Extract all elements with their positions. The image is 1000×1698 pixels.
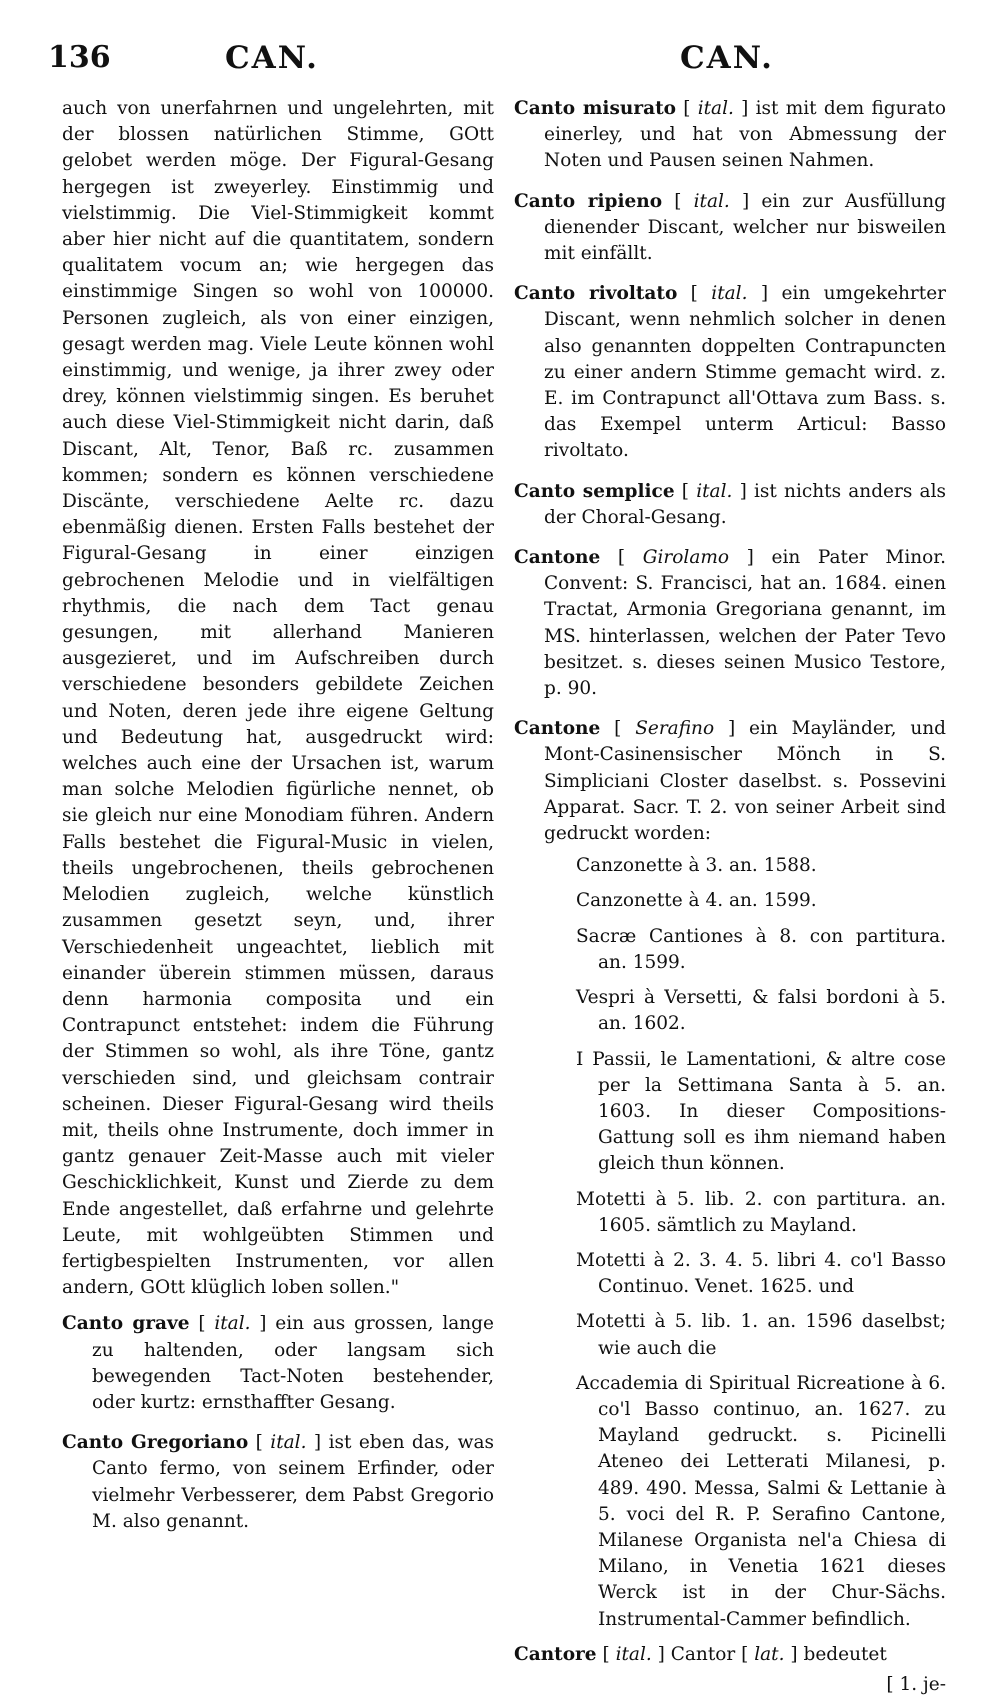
entry-body: ein umgekehrter Discant, wenn nehmlich solcher in denen also genannten doppelten Contrapuncten zu einer andern Stimme gemacht wird. z. E. im Contrapunct all'Ottava zum Bass. s. das Exempel unterm Articul: Basso rivoltato. [544,283,947,462]
headword: Canto Gregoriano [62,1432,249,1454]
entry-canto-rivoltato: Canto rivoltato [ ital. ] ein umgekehrter Discant, wenn nehmlich solcher in denen also genannten doppelten Contrapuncten zu einer andern Stimme gemacht wird. z. E. im Contrapunct all'Ottava zum Bass. s. das Exempel unterm Articul: Basso rivoltato. [514,283,947,462]
entry-body: bedeutet [803,1643,887,1665]
headword: Canto misurato [514,98,676,119]
work-item: Canzonette à 4. an. 1599. [576,890,817,912]
work-item: Accademia di Spiritual Ricreatione à 6. co'l Basso continuo, an. 1627. zu Mayland gedruckt. s. Picinelli Ateneo dei Letterati Milanesi, p. 489. 490. Messa, Salmi & Lettanie à 5. voci del R. P. Serafino Cantone, Milanese Organista nel'a Chiesa di Milano, in Venetia 1621 dieses Werck ist in der Chur-Sächs. Instrumental-Cammer befindlich. [576,1372,946,1630]
entry-body: ist eben das, was Canto fermo, von seinem Erfinder, oder vielmehr Verbesserer, dem Pabst Gregorio M. also genannt. [92,1432,494,1532]
headword: Cantone [514,718,601,740]
headword: Canto semplice [514,480,675,502]
language-tag: ital. [214,1313,251,1335]
entry-canto-gregoriano: Canto Gregoriano [ ital. ] ist eben das, was Canto fermo, von seinem Erfinder, oder vielmehr Verbesserer, dem Pabst Gregorio M. also genannt. [62,1432,494,1532]
entry-canto-semplice: Canto semplice [ ital. ] ist nichts anders als der Choral-Gesang. [514,480,946,528]
language-tag: ital. [697,98,734,119]
entry-cantore: Cantore [ ital. ] Cantor [ lat. ] bedeutet [514,1643,887,1665]
entry-body: ein zur Ausfüllung dienender Discant, welcher nur bisweilen mit einfällt. [544,190,946,265]
work-item: Canzonette à 3. an. 1588. [576,855,817,877]
work-item: Motetti à 2. 3. 4. 5. libri 4. co'l Basso Continuo. Venet. 1625. und [576,1249,946,1298]
entry-canto-grave: Canto grave [ ital. ] ein aus grossen, lange zu haltenden, oder langsam sich bewegenden Tact-Noten bestehender, oder kurtz: ernsthaffter Gesang. [62,1313,494,1413]
entry-body: ist mit dem figurato einerley, und hat von Abmessung der Noten und Pausen seinen Nahmen. [544,98,946,172]
entry-cantone-girolamo: Cantone [ Girolamo ] ein Pater Minor. Convent: S. Francisci, hat an. 1684. einen Tractat, Armonia Gregoriana genannt, im MS. hinterlassen, welchen der Pater Tevo besitzet. s. dieses seinen Musico Testore, p. 90. [514,547,946,700]
headword: Canto grave [62,1313,190,1335]
language-tag: ital. [711,283,748,305]
headword: Canto rivoltato [514,283,678,305]
language-tag: ital. [696,480,733,502]
catchword: [ 1. je- [886,1673,946,1695]
headword: Cantore [514,1643,597,1665]
running-head-right: CAN. [680,40,774,76]
language-tag: ital. [615,1643,652,1665]
right-column [514,96,946,1698]
page-header [0,40,1000,90]
left-column [62,96,494,1549]
work-item: Vespri à Versetti, & falsi bordoni à 5. an. 1602. [576,987,946,1035]
entry-body: ein Pater Minor. Convent: S. Francisci, hat an. 1684. einen Tractat, Armonia Gregoriana genannt, im MS. hinterlassen, welchen der Pater Tevo besitzet. s. dieses seinen Musico Testore, p. 90. [544,547,946,700]
person-name-tag: Serafino [635,718,715,740]
language-tag: ital. [270,1432,307,1454]
language-tag: lat. [754,1643,785,1665]
headword: Cantone [514,547,601,569]
work-item: Motetti à 5. lib. 1. an. 1596 daselbst; wie auch die [576,1311,946,1359]
entry-canto-misurato: Canto misurato [ ital. ] ist mit dem figurato einerley, und hat von Abmessung der Noten und Pausen seinen Nahmen. [514,98,946,172]
page-number: 136 [48,40,111,75]
entry-body: ein aus grossen, lange zu haltenden, oder langsam sich bewegenden Tact-Noten bestehender, oder kurtz: ernsthaffter Gesang. [92,1313,494,1413]
entry-body: ist nichts anders als der Choral-Gesang. [544,480,946,528]
entry-cantone-serafino: Cantone [ Serafino ] ein Mayländer, und Mont-Casinensischer Mönch in S. Simpliciani Closter daselbst. s. Possevini Apparat. Sacr. T. 2. von seiner Arbeit sind gedruckt worden: [514,718,946,845]
person-name-tag: Girolamo [642,547,730,569]
entry-canto-ripieno: Canto ripieno [ ital. ] ein zur Ausfüllung dienender Discant, welcher nur bisweilen mit einfällt. [514,190,946,265]
running-head-left: CAN. [225,40,319,76]
work-item: I Passii, le Lamentationi, & altre cose per la Settimana Santa à 5. an. 1603. In dieser Compositions-Gattung soll es ihm niemand haben gleich thun können. [576,1048,946,1175]
works-list [576,853,946,1632]
entry-body: ein Mayländer, und Mont-Casinensischer Mönch in S. Simpliciani Closter daselbst. s. Possevini Apparat. Sacr. T. 2. von seiner Arbeit sind gedruckt worden: [544,718,946,845]
language-tag: ital. [693,190,730,212]
headword: Canto ripieno [514,190,663,212]
work-item: Sacræ Cantiones à 8. con partitura. an. 1599. [576,925,946,973]
work-item: Motetti à 5. lib. 2. con partitura. an. 1605. sämtlich zu Mayland. [576,1188,946,1236]
continued-text: auch von unerfahrnen und ungelehrten, mit der blossen natürlichen Stimme, GOtt gelobet werden möge. Der Figural-Gesang hergegen ist zweyerley. Einstimmig und vielstimmig. Die Viel-Stimmigkeit kommt aber hier nicht auf die quantitatem, sondern qualitatem vocum an; wie hergegen das einstimmige Singen so wohl von 100000. Personen zugleich, als von einer einzigen, gesagt werden mag. Viele Leute können wohl einstimmig, und wenige, ja ihrer zwey oder drey, können vielstimmig singen. Es beruhet auch diese Viel-Stimmigkeit nicht darin, daß Discant, Alt, Tenor, Baß rc. zusammen kommen; sondern es können verschiedene Discänte, verschiedene Aelte rc. dazu ebenmäßig dienen. Ersten Falls bestehet der Figural-Gesang in einer einzigen gebrochenen Melodie und in vielfältigen rhythmis, die nach dem Tact genau gesungen, mit allerhand Manieren ausgezieret, und im Aufschreiben durch verschiedene besonders gebildete Zeichen und Noten, deren jede ihre eigene Geltung und Bedeutung hat, ausgedruckt wird: welches auch eine der Ursachen ist, warum man solche Melodien figürliche nennet, ob sie gleich nur eine Monodiam führen. Andern Falls bestehet die Figural-Music in vielen, theils ungebrochenen, theils gebrochenen Melodien zugleich, welche künstlich zusammen gesetzt seyn, und, ihrer Verschiedenheit ungeachtet, lieblich mit einander überein stimmen müssen, daraus denn harmonia composita und ein Contrapunct entstehet: indem die Führung der Stimmen so wohl, als ihre Töne, gantz verschieden sind, und gleichsam contrair scheinen. Dieser Figural-Gesang wird theils mit, theils ohne Instrumente, doch immer in gantz genauer Zeit-Masse auch mit vieler Geschicklichkeit, Kunst und Zierde zu dem Ende angestellet, daß erfahrne und gelehrte Leute, mit wohlgeübten Stimmen und fertigbespielten Instrumenten, vor allen andern, GOtt klüglich loben sollen." [62,98,494,1299]
entry-body: Cantor [670,1643,736,1665]
